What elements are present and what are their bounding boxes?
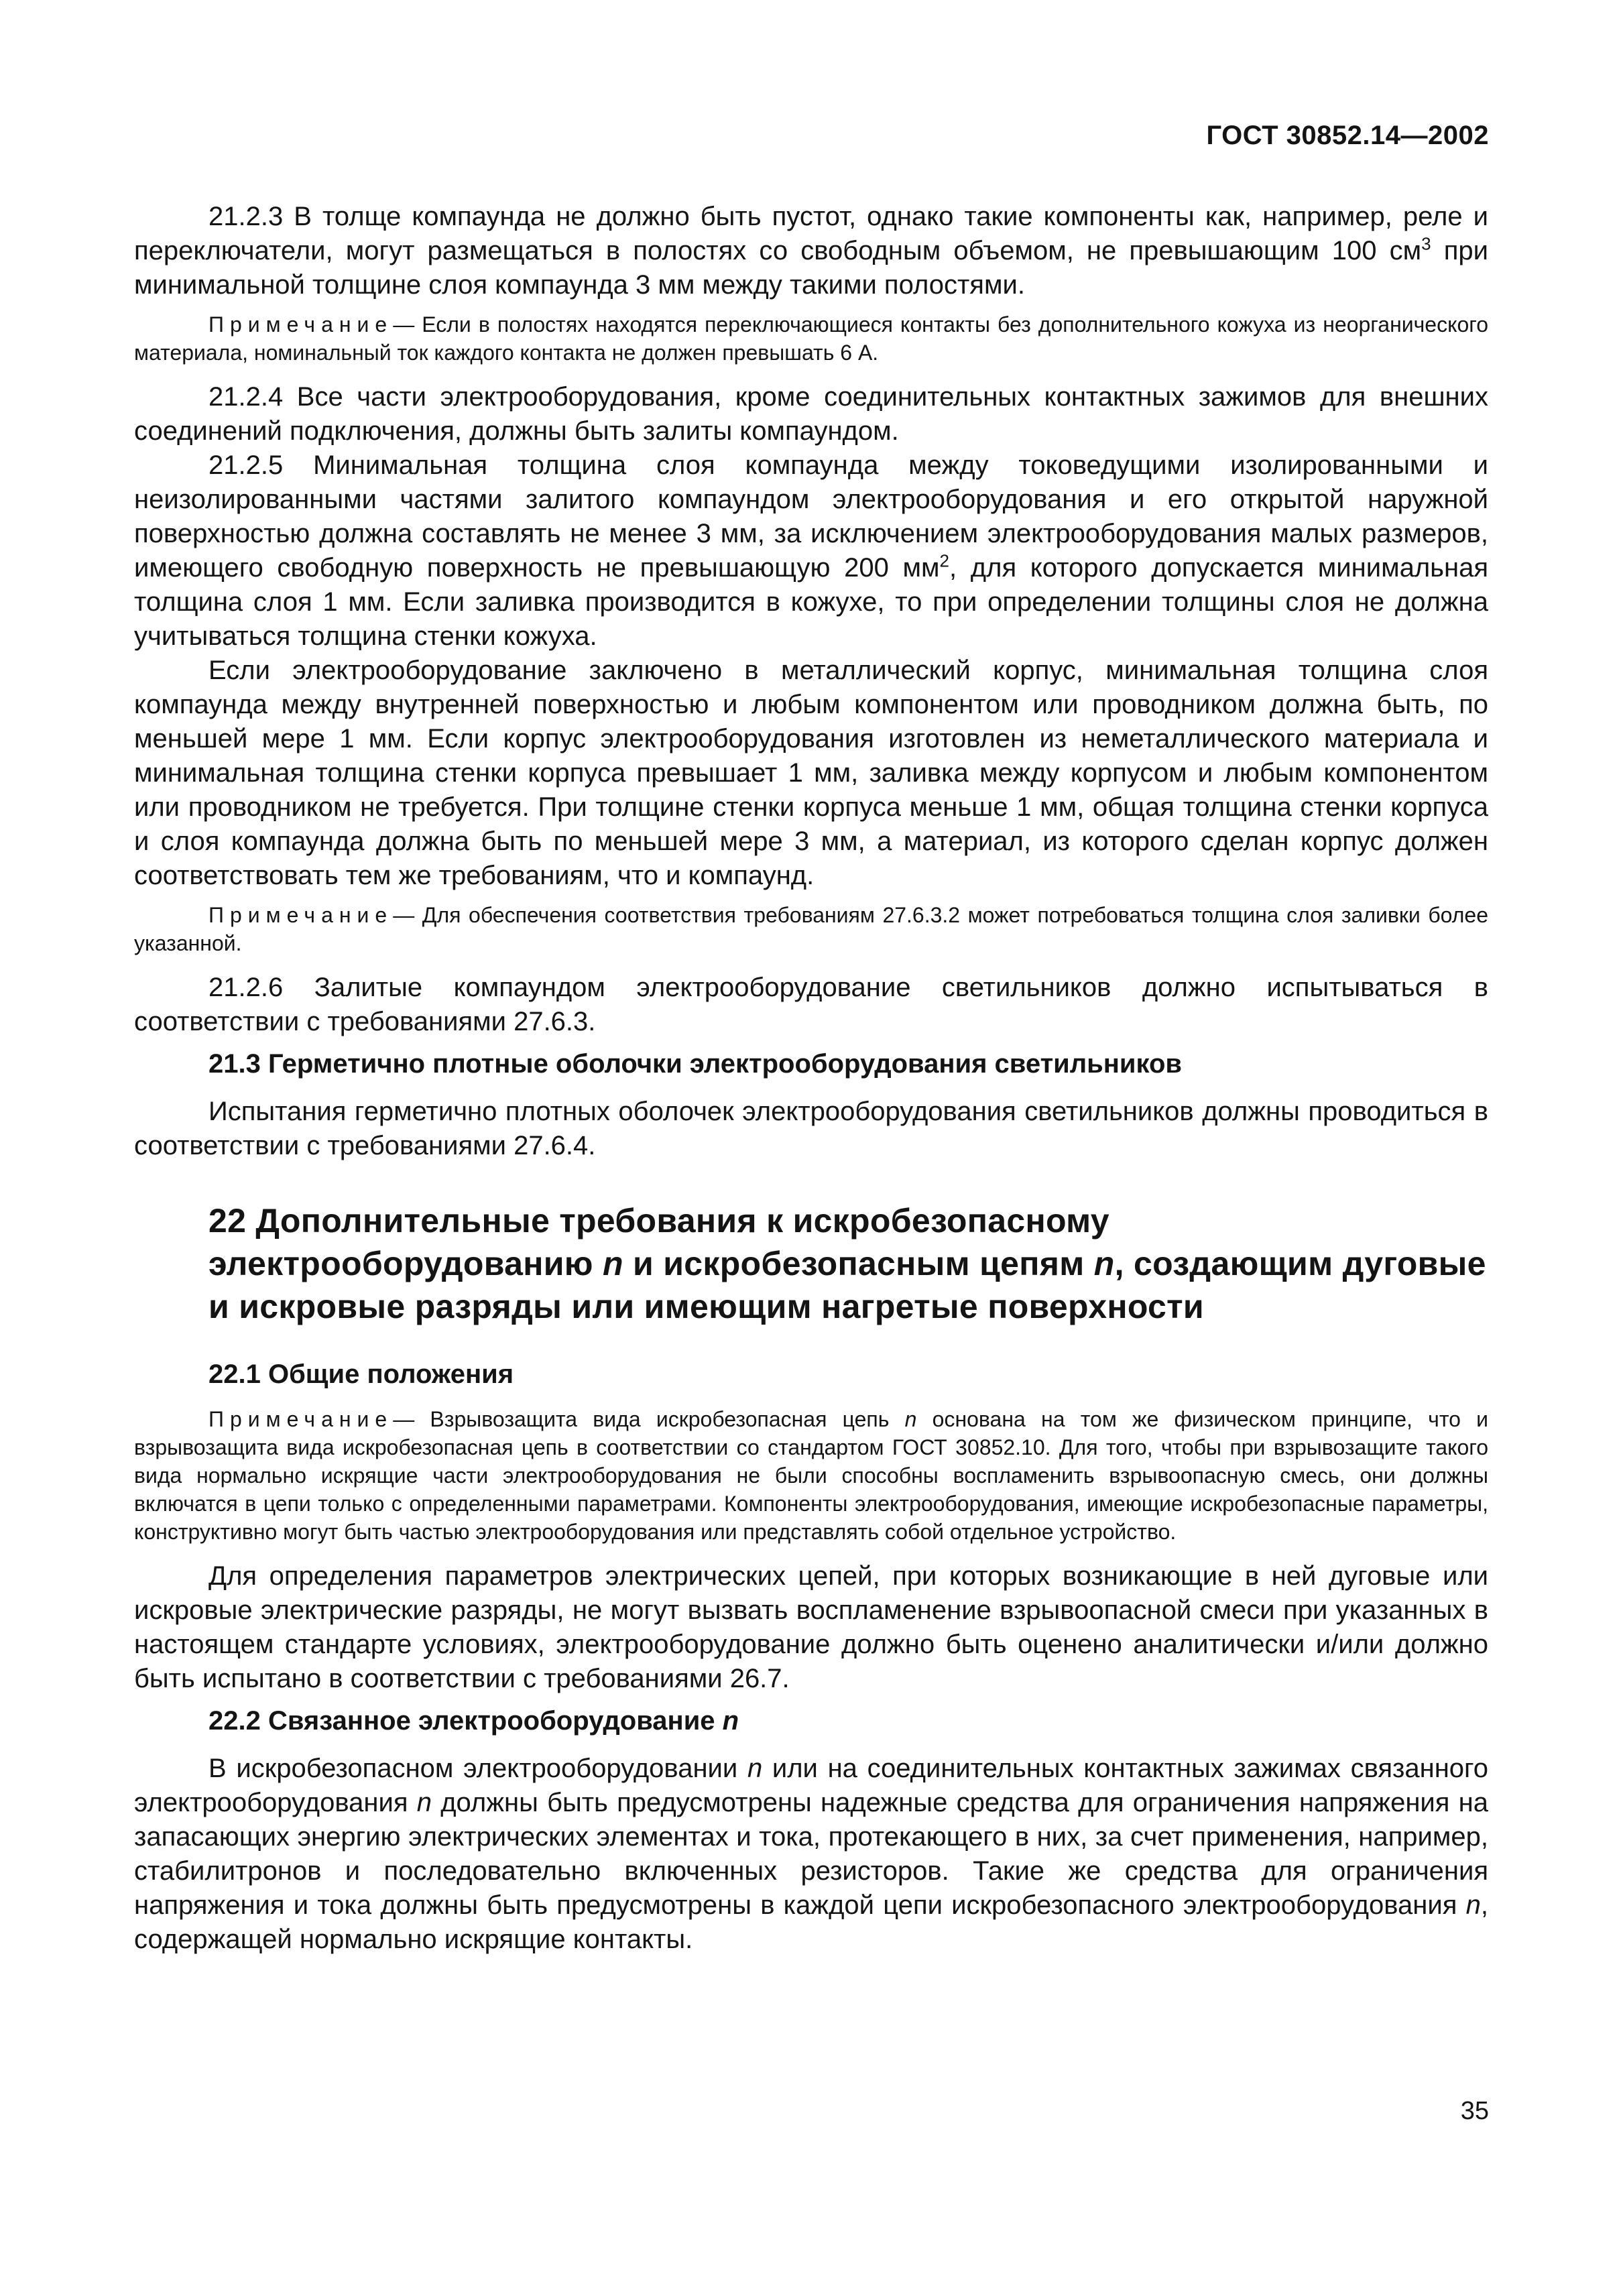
italic-n: n bbox=[747, 1754, 763, 1783]
paragraph-text: должны быть предусмотрены надежные средства для ограничения напряжения на запасающих энергию электрических элементах и тока, протекающего в них, за счет применения, например, стабилитронов и последовательно включенных резисторов. Такие же средства для ограничения напряжения и тока должны быть предусмотрены в каждой цепи искробезопасного электрооборудования bbox=[134, 1788, 1488, 1920]
note-2 bbox=[134, 901, 1488, 957]
page-number: 35 bbox=[1460, 2097, 1489, 2125]
paragraph-text: 21.2.5 Минимальная толщина слоя компаунда между токоведущими изолированными и неизолированными частями залитого компаундом электрооборудования и его открытой наружной поверхностью должна составлять не менее 3 мм, за исключением электрооборудования малых размеров, имеющего свободную поверхность не превышающую 200 мм bbox=[134, 450, 1488, 583]
page-body bbox=[134, 200, 1488, 1965]
italic-n: n bbox=[416, 1788, 432, 1817]
heading-22-1: 22.1 Общие положения bbox=[208, 1360, 514, 1389]
section-title-22 bbox=[208, 1199, 1488, 1328]
paragraph-text-cont: , для которого допускается минимальная толщина слоя 1 мм. Если заливка производится в кожухе, то при определении толщины слоя не должна учитываться толщина стенки кожуха. bbox=[134, 553, 1488, 651]
italic-n: n bbox=[904, 1407, 917, 1431]
paragraph-text: , содержащей нормально искрящие контакты. bbox=[134, 1890, 1488, 1954]
section-title-text: , создающим дуговые и искровые разряды или имеющим нагретые поверхности bbox=[208, 1245, 1486, 1325]
paragraph-text: В искробезопасном электрооборудовании bbox=[208, 1754, 747, 1783]
note-3 bbox=[134, 1405, 1488, 1546]
superscript: 3 bbox=[1421, 233, 1431, 254]
superscript: 2 bbox=[939, 550, 950, 571]
paragraph-21-2-5 bbox=[134, 448, 1488, 654]
note-label: Примечание bbox=[208, 312, 394, 337]
paragraph-21-2-4: 21.2.4 Все части электрооборудования, кроме соединительных контактных зажимов для внешних соединений подключения, должны быть залиты компаундом. bbox=[134, 382, 1488, 446]
note-text: — Если в полостях находятся переключающиеся контакты без дополнительного кожуха из неорганического материала, номинальный ток каждого контакта не должен превышать 6 А. bbox=[134, 312, 1488, 365]
paragraph-22-2 bbox=[134, 1752, 1488, 1957]
heading-21-3: 21.3 Герметично плотные оболочки электрооборудования светильников bbox=[208, 1049, 1183, 1079]
note-label: Примечание bbox=[208, 1407, 394, 1431]
note-text-cont: основана на том же физическом принципе, что и взрывозащита вида искробезопасная цепь в соответствии со стандартом ГОСТ 30852.10. Для того, чтобы при взрывозащите такого вида нормально искрящие части электрооборудования не были способны воспламенить взрывоопасную смесь, они должны включатся в цепи только с определенными параметрами. Компоненты электрооборудования, имеющие искробезопасные параметры, конструктивно могут быть частью электрооборудования или представлять собой отдельное устройство. bbox=[134, 1407, 1489, 1544]
italic-n: n bbox=[722, 1706, 739, 1736]
italic-n: n bbox=[1093, 1245, 1115, 1282]
italic-n: n bbox=[1465, 1890, 1481, 1920]
italic-n: n bbox=[602, 1245, 623, 1282]
note-label: Примечание bbox=[208, 903, 394, 927]
paragraph-metal-case: Если электрооборудование заключено в металлический корпус, минимальная толщина слоя компаунда между внутренней поверхностью и любым компонентом или проводником должна быть, по меньшей мере 1 мм. Если корпус электрооборудования изготовлен из неметаллического материала и минимальная толщина стенки корпуса превышает 1 мм, заливка между корпусом и любым компонентом или проводником не требуется. При толщине стенки корпуса меньше 1 мм, общая толщина стенки корпуса и слоя компаунда должна быть по меньшей мере 3 мм, а материал, из которого сделан корпус должен соответствовать тем же требованиям, что и компаунд. bbox=[134, 656, 1488, 890]
section-title-text: и искробезопасным цепям bbox=[623, 1245, 1094, 1282]
note-1 bbox=[134, 310, 1488, 367]
note-text: — Взрывозащита вида искробезопасная цепь bbox=[393, 1407, 905, 1431]
note-text: — Для обеспечения соответствия требованиям 27.6.3.2 может потребоваться толщина слоя заливки более указанной. bbox=[134, 903, 1488, 955]
paragraph-21-3: Испытания герметично плотных оболочек электрооборудования светильников должны проводиться в соответствии с требованиями 27.6.4. bbox=[134, 1097, 1488, 1160]
paragraph-text-cont: при минимальной толщине слоя компаунда 3 мм между такими полостями. bbox=[134, 236, 1488, 300]
paragraph-text: 21.2.3 В толще компаунда не должно быть пустот, однако такие компоненты как, например, реле и переключатели, могут размещаться в полостях со свободным объемом, не превышающим 100 см bbox=[134, 202, 1488, 265]
heading-text: 22.2 Связанное электрооборудование bbox=[208, 1706, 723, 1736]
paragraph-21-2-3 bbox=[134, 200, 1488, 302]
paragraph-text: или на соединительных контактных зажимах связанного электрооборудования bbox=[134, 1754, 1489, 1817]
paragraph-22-1: Для определения параметров электрических цепей, при которых возникающие в ней дуговые или искровые электрические разряды, не могут вызвать воспламенение взрывоопасной смеси при указанных в настоящем стандарте условиях, электрооборудование должно быть оценено аналитически и/или должно быть испытано в соответствии с требованиями 26.7. bbox=[134, 1561, 1488, 1693]
paragraph-21-2-6: 21.2.6 Залитые компаундом электрооборудование светильников должно испытываться в соответствии с требованиями 27.6.3. bbox=[134, 973, 1488, 1036]
section-title-text: 22 Дополнительные требования к искробезопасному электрооборудованию bbox=[208, 1202, 1109, 1282]
standard-code-header: ГОСТ 30852.14—2002 bbox=[1206, 121, 1489, 150]
heading-22-2 bbox=[208, 1704, 1488, 1738]
